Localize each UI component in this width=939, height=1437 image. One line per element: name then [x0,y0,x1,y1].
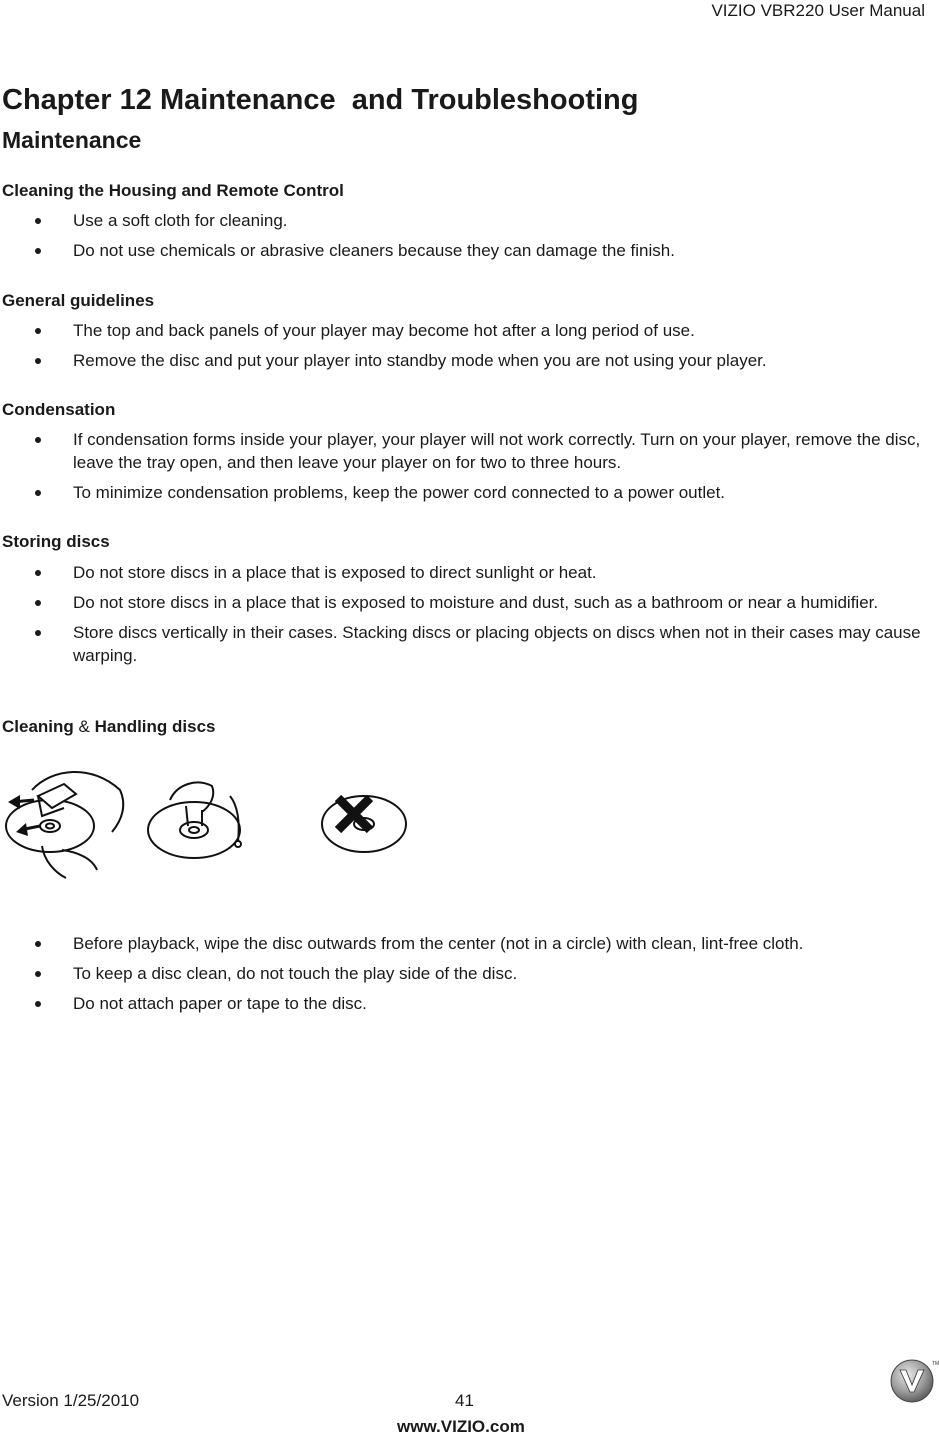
list-item: Before playback, wipe the disc outwards from the center (not in a circle) with clean, lint-free cloth. [0,932,939,955]
general-list [0,319,939,379]
website-url: www.VIZIO.com [397,1417,525,1436]
disc-wipe-icon [6,772,123,878]
page-number: 41 [455,1391,474,1410]
housing-heading: Cleaning the Housing and Remote Control [2,181,344,200]
storing-heading: Storing discs [2,532,110,551]
condensation-heading: Condensation [2,400,116,419]
condensation-list [0,428,939,511]
list-item: Do not attach paper or tape to the disc. [0,992,939,1015]
list-item: If condensation forms inside your player, your player will not work correctly. Turn on your player, remove the disc, leave the tray open, and then leave your player on for two to three hours. [0,428,939,474]
section-title: Maintenance [2,127,142,153]
disc-prohibited-icon [322,796,406,852]
list-item: Do not store discs in a place that is exposed to moisture and dust, such as a bathroom or near a humidifier. [0,591,939,614]
list-item: Remove the disc and put your player into standby mode when you are not using your player. [0,349,939,372]
list-item: To minimize condensation problems, keep the power cord connected to a power outlet. [0,481,939,504]
manual-title: VIZIO VBR220 User Manual [711,1,925,20]
list-item: Store discs vertically in their cases. Stacking discs or placing objects on discs when not in their cases may cause warping. [0,621,939,667]
handling-list [0,932,939,1022]
chapter-title: Chapter 12 Maintenance and Troubleshooting [2,84,639,116]
list-item: Use a soft cloth for cleaning. [0,209,939,232]
list-item: Do not store discs in a place that is exposed to direct sunlight or heat. [0,561,939,584]
general-heading: General guidelines [2,291,155,310]
vizio-logo-icon [888,1356,938,1406]
handling-heading: Cleaning & Handling discs [2,717,216,736]
housing-list [0,209,939,269]
version-label: Version 1/25/2010 [2,1391,140,1410]
svg-text:TM: TM [932,1361,939,1367]
disc-hold-icon [148,782,241,858]
storing-list [0,561,939,674]
list-item: Do not use chemicals or abrasive cleaners because they can damage the finish. [0,239,939,262]
list-item: The top and back panels of your player may become hot after a long period of use. [0,319,939,342]
list-item: To keep a disc clean, do not touch the play side of the disc. [0,962,939,985]
disc-handling-illustration [2,760,432,884]
